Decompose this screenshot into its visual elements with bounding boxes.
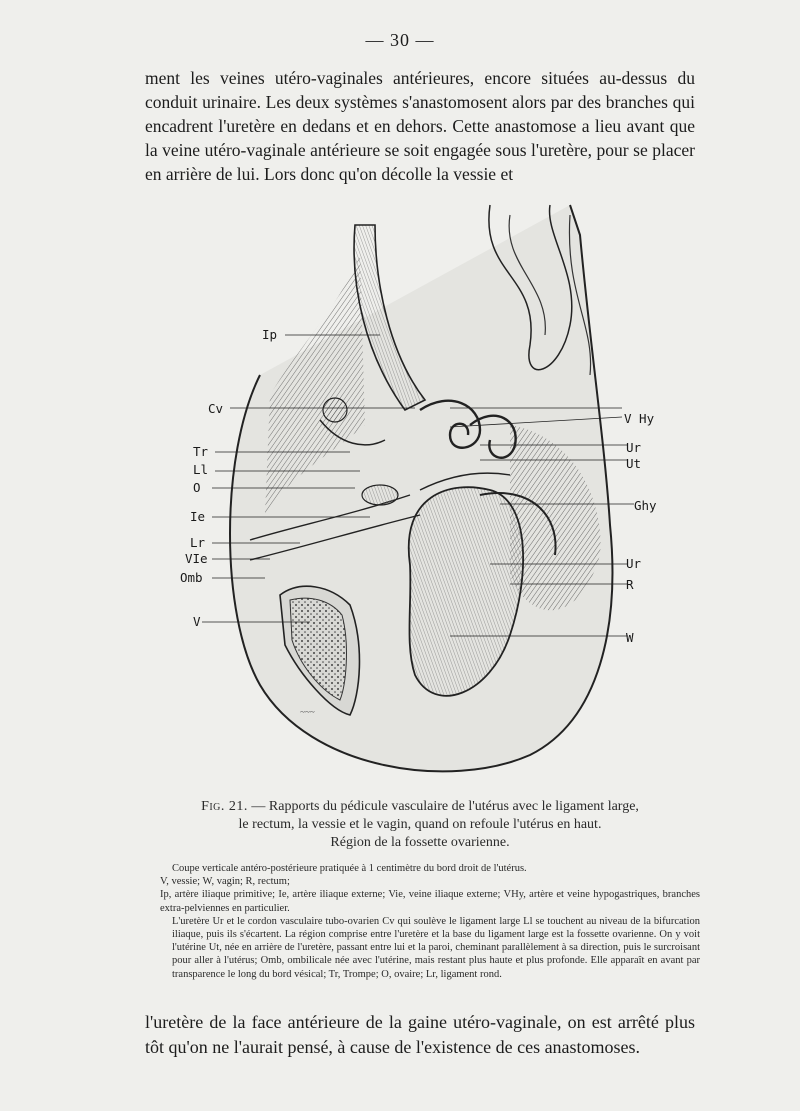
fig-label-omb: Omb	[180, 570, 203, 585]
fig-label-v: V	[193, 614, 201, 629]
caption-line-1: — Rapports du pédicule vasculaire de l'utérus avec le ligament large,	[247, 799, 639, 814]
figure-number: Fig. 21.	[201, 799, 248, 814]
anatomical-illustration	[150, 195, 680, 795]
fig-label-ie: Ie	[190, 509, 206, 524]
legend-line: Coupe verticale antéro-postérieure pratiquée à 1 centimètre du bord droit de l'utérus.	[172, 863, 527, 874]
fig-label-o: O	[193, 480, 201, 495]
bottom-paragraph: l'uretère de la face antérieure de la gaine utéro-vaginale, on est arrêté plus tôt qu'on ne l'aurait pensé, à cause de l'existence de ces anastomoses.	[145, 1012, 695, 1057]
fig-label-vie: VIe	[185, 551, 208, 566]
caption-line-3: Région de la fossette ovarienne.	[330, 835, 510, 850]
caption-line-2: le rectum, la vessie et le vagin, quand on refoule l'utérus en haut.	[238, 817, 602, 832]
fig-label-ut: Ut	[626, 456, 642, 471]
legend-line: V, vessie; W, vagin; R, rectum;	[160, 876, 290, 888]
top-paragraph: ment les veines utéro-vaginales antérieures, encore situées au-dessus du conduit urinaire. Les deux systèmes s'anastomosent alors par des branches qui encadrent l'uretère en dedans et en dehors. Cette anastomose a lieu avant que la veine utéro-vaginale antérieure se soit engagée sous l'uretère, pour se placer en arrière de lui. Lors donc qu'on décolle la vessie et	[145, 68, 695, 184]
legend-line: L'uretère Ur et le cordon vasculaire tubo-ovarien Cv qui soulève le ligament large Ll se touchent au niveau de la bifurcation iliaque, puis ils s'écartent. La région comprise entre l'uretère et la base du ligament large est la fossette ovarienne. On y voit l'utérine Ut, née en arrière de l'uretère, passant entre lui et la paroi, cheminant parallèlement à sa direction, puis le surcroisant pour aller à l'utérus; Omb, ombilicale née avec l'utérine, mais restant plus haute et plus profonde. Elle apparaît en avant par transparence le long du bord vésical; Tr, Trompe; O, ovaire; Lr, ligament rond.	[172, 915, 700, 980]
anatomical-figure	[150, 195, 680, 795]
fig-label-ur-upper: Ur	[626, 440, 642, 455]
fig-label-lr: Lr	[190, 535, 206, 550]
fig-label-ll: Ll	[193, 462, 209, 477]
svg-text:~~~: ~~~	[300, 707, 315, 717]
figure-caption	[150, 798, 690, 852]
fig-label-r: R	[626, 577, 634, 592]
figure-legend	[160, 862, 700, 981]
fig-label-tr: Tr	[193, 444, 209, 459]
fig-label-ghy: Ghy	[634, 498, 657, 513]
legend-line: Ip, artère iliaque primitive; Ie, artère iliaque externe; Vie, veine iliaque externe; VHy, artère et veine hypogastriques, branches extra-pelviennes en particulier.	[160, 889, 700, 914]
page-number: — 30 —	[365, 30, 435, 50]
fig-label-ur-lower: Ur	[626, 556, 642, 571]
fig-label-vhy: V Hy	[624, 411, 655, 426]
fig-label-w: W	[626, 630, 634, 645]
fig-label-ip: Ip	[262, 327, 278, 342]
fig-label-cv: Cv	[208, 401, 224, 416]
